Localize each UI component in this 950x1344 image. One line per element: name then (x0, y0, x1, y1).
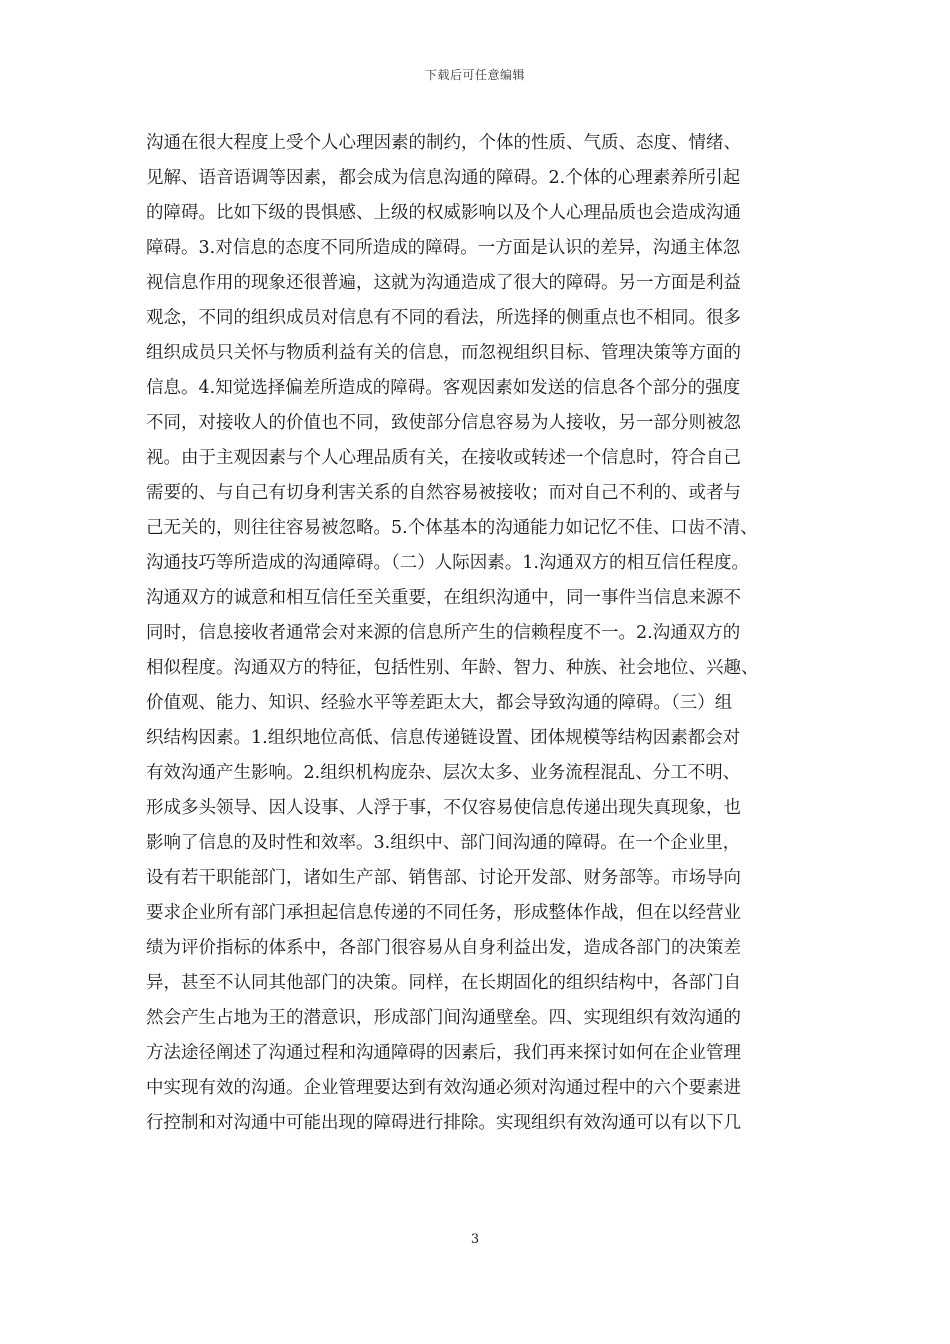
text-line: 异，甚至不认同其他部门的决策。同样，在长期固化的组织结构中，各部门自 (146, 973, 741, 993)
text-line: 形成多头领导、因人设事、人浮于事，不仅容易使信息传递出现失真现象，也 (146, 798, 741, 818)
text-line: 中实现有效的沟通。企业管理要达到有效沟通必须对沟通过程中的六个要素进 (146, 1078, 741, 1098)
text-line: 相似程度。沟通双方的特征，包括性别、年龄、智力、种族、社会地位、兴趣、 (146, 658, 759, 678)
text-line: 组织成员只关怀与物质利益有关的信息，而忽视组织目标、管理决策等方面的 (146, 343, 741, 363)
text-line: 行控制和对沟通中可能出现的障碍进行排除。实现组织有效沟通可以有以下几 (146, 1113, 741, 1133)
page-header: 下载后可任意编辑 (424, 68, 525, 82)
text-line: 绩为评价指标的体系中，各部门很容易从自身利益出发，造成各部门的决策差 (146, 938, 741, 958)
text-line: 观念，不同的组织成员对信息有不同的看法，所选择的侧重点也不相同。很多 (146, 308, 741, 328)
text-line: 设有若干职能部门，诸如生产部、销售部、讨论开发部、财务部等。市场导向 (146, 868, 741, 888)
text-line: 方法途径阐述了沟通过程和沟通障碍的因素后，我们再来探讨如何在企业管理 (146, 1043, 741, 1063)
text-line: 需要的、与自己有切身利害关系的自然容易被接收；而对自己不利的、或者与 (146, 483, 741, 503)
body-text (146, 126, 808, 1141)
text-line: 见解、语音语调等因素，都会成为信息沟通的障碍。2.个体的心理素养所引起 (146, 168, 741, 188)
text-line: 影响了信息的及时性和效率。3.组织中、部门间沟通的障碍。在一个企业里， (146, 833, 741, 853)
text-line: 视信息作用的现象还很普遍，这就为沟通造成了很大的障碍。另一方面是利益 (146, 273, 741, 293)
text-line: 有效沟通产生影响。2.组织机构庞杂、层次太多、业务流程混乱、分工不明、 (146, 763, 741, 783)
text-line: 己无关的，则往往容易被忽略。5.个体基本的沟通能力如记忆不佳、口齿不清、 (146, 518, 758, 538)
text-line: 然会产生占地为王的潜意识，形成部门间沟通壁垒。四、实现组织有效沟通的 (146, 1008, 741, 1028)
text-line: 价值观、能力、知识、经验水平等差距太大，都会导致沟通的障碍。（三）组 (146, 693, 733, 713)
text-line: 不同，对接收人的价值也不同，致使部分信息容易为人接收，另一部分则被忽 (146, 413, 741, 433)
text-line: 沟通在很大程度上受个人心理因素的制约，个体的性质、气质、态度、情绪、 (146, 133, 741, 153)
text-line: 障碍。3.对信息的态度不同所造成的障碍。一方面是认识的差异，沟通主体忽 (146, 238, 741, 258)
page-number: 3 (470, 1232, 480, 1247)
text-line: 沟通双方的诚意和相互信任至关重要，在组织沟通中，同一事件当信息来源不 (146, 588, 741, 608)
text-line: 同时，信息接收者通常会对来源的信息所产生的信赖程度不一。2.沟通双方的 (146, 623, 741, 643)
text-line: 织结构因素。1.组织地位高低、信息传递链设置、团体规模等结构因素都会对 (146, 728, 741, 748)
text-line: 要求企业所有部门承担起信息传递的不同任务，形成整体作战，但在以经营业 (146, 903, 741, 923)
text-line: 视。由于主观因素与个人心理品质有关，在接收或转述一个信息时，符合自己 (146, 448, 741, 468)
text-line: 的障碍。比如下级的畏惧感、上级的权威影响以及个人心理品质也会造成沟通 (146, 203, 741, 223)
text-line: 沟通技巧等所造成的沟通障碍。（二）人际因素。1.沟通双方的相互信任程度。 (146, 553, 749, 573)
text-line: 信息。4.知觉选择偏差所造成的障碍。客观因素如发送的信息各个部分的强度 (146, 378, 741, 398)
